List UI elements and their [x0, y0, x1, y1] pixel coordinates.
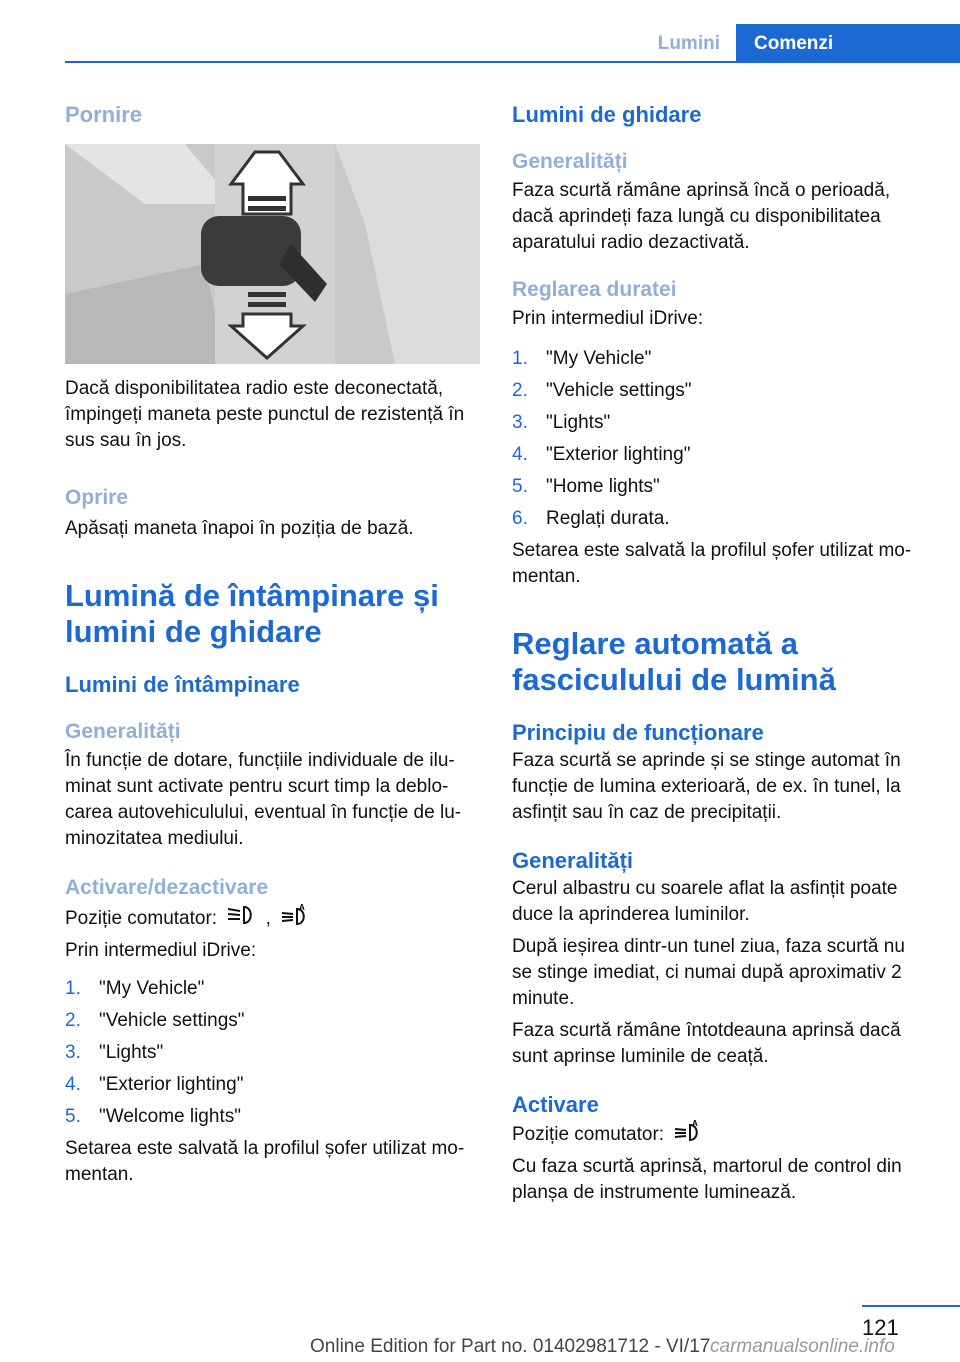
welcome-lights-heading: Lumini de întâmpinare	[65, 672, 300, 697]
auto-light-icon	[673, 1120, 703, 1150]
guide-general-text: Faza scurtă rămâne aprinsă încă o perioadă, dacă aprindeți faza lungă cu disponibilitatea aparatului radio dezactivată.	[512, 180, 891, 253]
header-tab-comenzi: Comenzi	[736, 24, 960, 63]
switch-position-line-right	[512, 1120, 927, 1150]
list-item: 5. "Welcome lights"	[65, 1106, 241, 1127]
duration-idrive-text: Prin intermediul iDrive:	[512, 308, 704, 329]
page-number: 121	[862, 1315, 899, 1340]
guide-general-heading: Generalități	[512, 150, 628, 173]
stalk-image-icon	[65, 144, 480, 364]
switch-position-line	[65, 904, 480, 934]
list-item: 6. Reglați durata.	[512, 508, 670, 529]
list-item: 4. "Exterior lighting"	[65, 1074, 244, 1095]
header-tab-lumini: Lumini	[657, 32, 720, 54]
left-column	[65, 100, 480, 1188]
auto-beam-title: Reglare automată a fasciculului de lumină	[512, 626, 836, 697]
pornire-heading: Pornire	[65, 102, 143, 127]
activare-right-heading: Activare	[512, 1092, 599, 1117]
general2-text-3: Faza scurtă rămâne întotdeauna aprinsă dacă sunt aprinse luminile de ceață.	[512, 1020, 901, 1067]
list-item: 1. "My Vehicle"	[512, 348, 652, 369]
svg-text:A: A	[299, 904, 305, 912]
list-item: 1. "My Vehicle"	[65, 978, 205, 999]
oprire-text: Apăsați maneta înapoi în poziția de bază.	[65, 518, 414, 539]
general-text: În funcție de dotare, funcțiile individuale de ilu-minat sunt activate pentru scurt timp la deblo-carea autovehiculului, eventual în funcție de lu-minozitatea mediului.	[65, 750, 462, 849]
watermark: carmanualsonline.info	[710, 1336, 895, 1357]
list-item: 4. "Exterior lighting"	[512, 444, 691, 465]
header-rule	[65, 61, 960, 63]
general2-text-1: Cerul albastru cu soarele aflat la asfințit poate duce la aprinderea luminilor.	[512, 878, 898, 925]
welcome-guide-title: Lumină de întâmpinare și lumini de ghidare	[65, 578, 439, 649]
pornire-text: Dacă disponibilitatea radio este deconectată, împingeți maneta peste punctul de rezistență în sus sau în jos.	[65, 378, 465, 451]
svg-text:A: A	[692, 1120, 699, 1128]
list-item: 5. "Home lights"	[512, 476, 660, 497]
list-item: 2. "Vehicle settings"	[512, 380, 692, 401]
right-column	[512, 100, 927, 1206]
switch-position-label-right: Poziție comutator:	[512, 1124, 665, 1146]
footer-rule	[862, 1305, 960, 1307]
general-heading: Generalități	[65, 720, 181, 743]
edition-text: Online Edition for Part no. 01402981712 - VI/17	[310, 1336, 711, 1357]
guide-lights-heading: Lumini de ghidare	[512, 102, 702, 127]
switch-position-label: Poziție comutator:	[65, 908, 218, 930]
activare-heading: Activare/dezactivare	[65, 876, 269, 899]
switch-position-separator: ,	[265, 908, 271, 930]
general2-text-2: După ieșirea dintr-un tunel ziua, faza scurtă nu se stinge imediat, ci numai după aproximativ 2 minute.	[512, 936, 905, 1009]
list-item: 3. "Lights"	[512, 412, 611, 433]
list-item: 3. "Lights"	[65, 1042, 164, 1063]
stalk-illustration	[65, 144, 480, 364]
activare-right-text: Cu faza scurtă aprinsă, martorul de control din planșa de instrumente luminează.	[512, 1156, 902, 1203]
auto-light-icon	[280, 904, 310, 934]
duration-heading: Reglarea duratei	[512, 278, 677, 301]
general2-heading: Generalități	[512, 848, 634, 873]
guide-saved-text: Setarea este salvată la profilul șofer utilizat mo-mentan.	[512, 540, 912, 587]
welcome-steps-list	[65, 976, 480, 1130]
principle-text: Faza scurtă se aprinde și se stinge automat în funcție de lumina exterioară, de ex. în tunel, la asfințit sau în caz de precipitații.	[512, 750, 901, 823]
saved-text: Setarea este salvată la profilul șofer utilizat mo-mentan.	[65, 1138, 465, 1185]
guide-steps-list	[512, 346, 927, 532]
oprire-heading: Oprire	[65, 486, 129, 509]
idrive-text: Prin intermediul iDrive:	[65, 940, 257, 961]
list-item: 2. "Vehicle settings"	[65, 1010, 245, 1031]
principle-heading: Principiu de funcționare	[512, 720, 764, 745]
low-beam-icon	[226, 904, 256, 934]
